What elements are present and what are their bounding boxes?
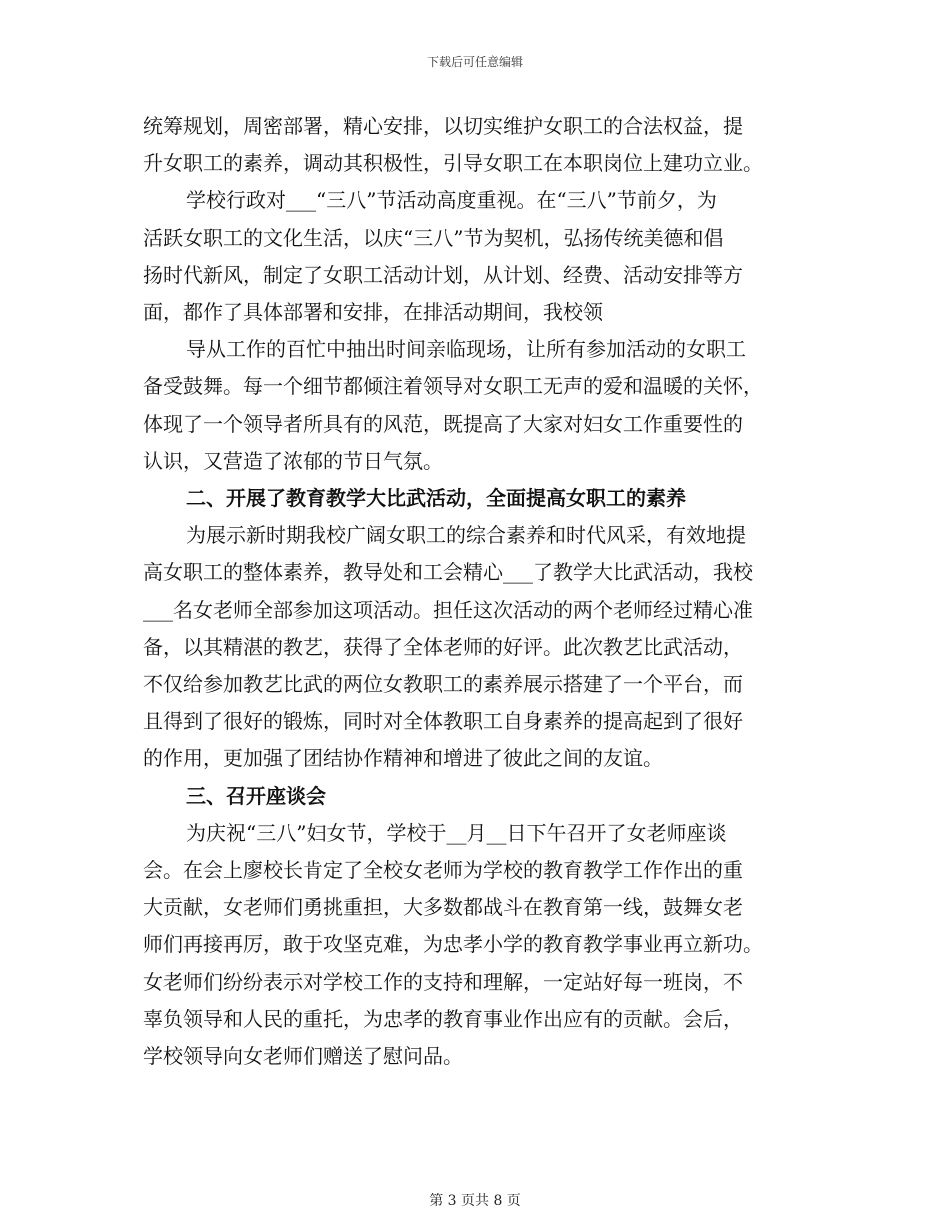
text-line: 面，都作了具体部署和安排，在排活动期间，我校领 bbox=[143, 300, 603, 324]
text-line: 体现了一个领导者所具有的风范，既提高了大家对妇女工作重要性的 bbox=[143, 411, 743, 436]
text-line: 扬时代新风，制定了女职工活动计划，从计划、经费、活动安排等方 bbox=[143, 262, 743, 287]
section-heading: 三、召开座谈会 bbox=[186, 783, 326, 808]
text-line: 高女职工的整体素养，教导处和工会精心___了教学大比武活动，我校 bbox=[143, 560, 753, 585]
text-line: 活跃女职工的文化生活，以庆“三八”节为契机，弘扬传统美德和倡 bbox=[143, 225, 724, 250]
section-heading: 二、开展了教育教学大比武活动，全面提高女职工的素养 bbox=[186, 486, 686, 510]
text-line: ___名女老师全部参加这项活动。担任这次活动的两个老师经过精心准 bbox=[143, 597, 753, 622]
text-line: 女老师们纷纷表示对学校工作的支持和理解，一定站好每一班岗，不 bbox=[143, 969, 743, 994]
text-line: 统筹规划，周密部署，精心安排，以切实维护女职工的合法权益，提 bbox=[143, 114, 743, 138]
text-line: 学校领导向女老师们赠送了慰问品。 bbox=[143, 1044, 463, 1068]
text-line: 不仅给参加教艺比武的两位女教职工的素养展示搭建了一个平台，而 bbox=[143, 672, 743, 696]
text-line: 且得到了很好的锻炼，同时对全体教职工自身素养的提高起到了很好 bbox=[143, 709, 743, 734]
text-line: 学校行政对___“三八”节活动高度重视。在“三八”节前夕，为 bbox=[186, 188, 717, 213]
text-line: 认识，又营造了浓郁的节日气氛。 bbox=[143, 448, 443, 473]
text-line: 升女职工的素养，调动其积极性，引导女职工在本职岗位上建功立业。 bbox=[143, 151, 763, 176]
text-line: 辜负领导和人民的重托，为忠孝的教育事业作出应有的贡献。会后， bbox=[143, 1006, 743, 1031]
text-line: 为庆祝“三八”妇女节，学校于__月__日下午召开了女老师座谈 bbox=[186, 820, 727, 845]
text-line: 备，以其精湛的教艺，获得了全体老师的好评。此次教艺比武活动， bbox=[143, 634, 743, 659]
text-line: 大贡献，女老师们勇挑重担，大多数都战斗在教育第一线，鼓舞女老 bbox=[143, 895, 743, 920]
text-line: 的作用，更加强了团结协作精神和增进了彼此之间的友谊。 bbox=[143, 746, 663, 771]
text-line: 为展示新时期我校广阔女职工的综合素养和时代风采，有效地提 bbox=[186, 523, 746, 548]
text-line: 备受鼓舞。每一个细节都倾注着领导对女职工无声的爱和温暖的关怀， bbox=[143, 374, 763, 399]
text-line: 会。在会上廖校长肯定了全校女老师为学校的教育教学工作作出的重 bbox=[143, 858, 743, 882]
page-footer: 第 3 页共 8 页 bbox=[429, 1193, 521, 1209]
page-header: 下载后可任意编辑 bbox=[426, 55, 523, 69]
text-line: 导从工作的百忙中抽出时间亲临现场，让所有参加活动的女职工 bbox=[186, 337, 746, 362]
text-line: 师们再接再厉，敢于攻坚克难，为忠孝小学的教育教学事业再立新功。 bbox=[143, 932, 763, 957]
